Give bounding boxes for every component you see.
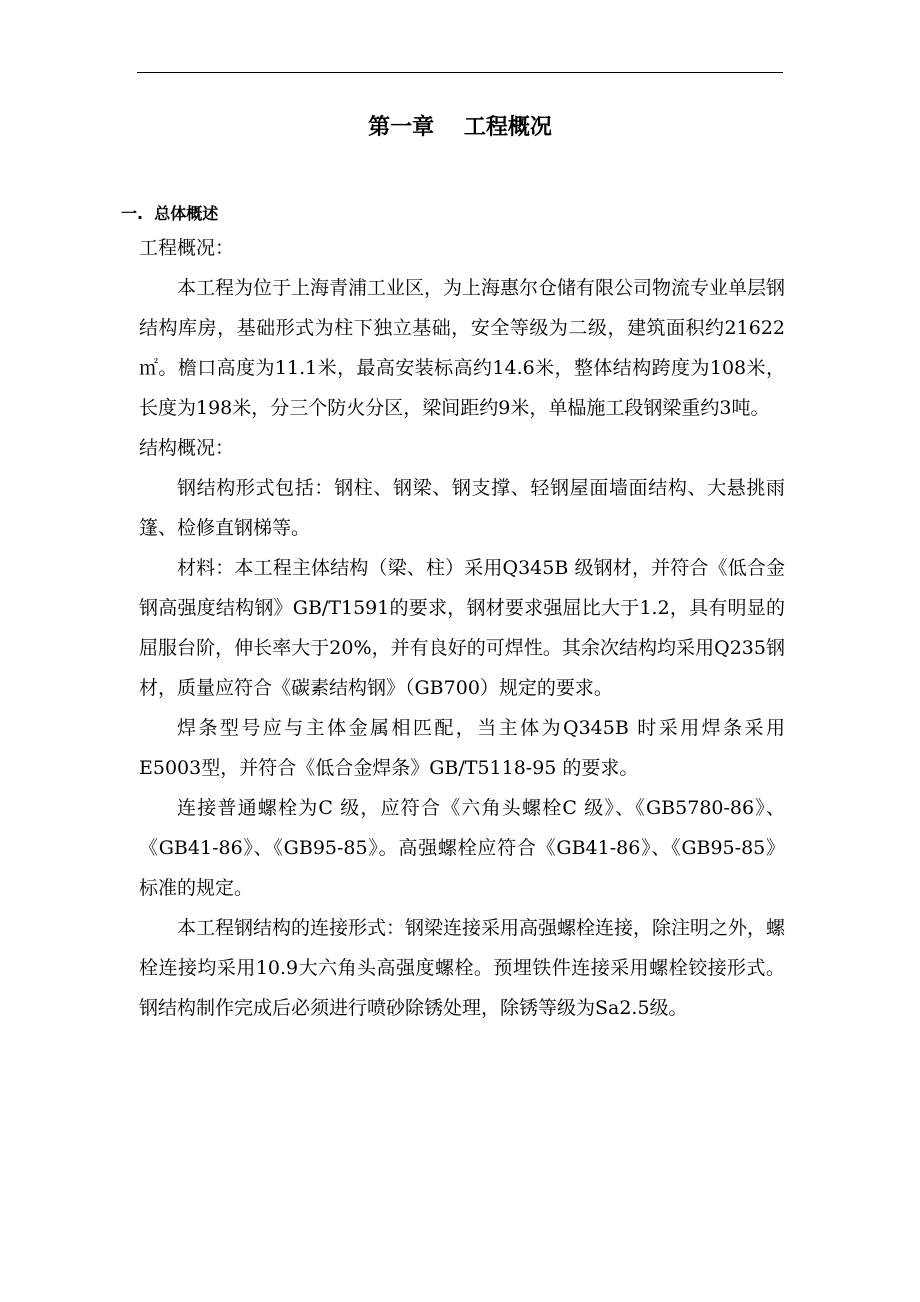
project-overview-paragraph: 本工程为位于上海青浦工业区，为上海惠尔仓储有限公司物流专业单层钢结构库房，基础形式为柱下独立基础，安全等级为二级，建筑面积约21622㎡。檐口高度为11.1米，最高安装标高约14.6米，整体结构跨度为108米，长度为198米，分三个防火分区，梁间距约9米，单榀施工段钢梁重约3吨。 <box>139 277 786 419</box>
bolts-paragraph: 连接普通螺栓为C 级，应符合《六角头螺栓C 级》、《GB5780-86》、《GB41-86》、《GB95-85》。高强螺栓应符合《GB41-86》、《GB95-85》标准的规定。 <box>139 797 785 899</box>
header-rule <box>137 72 783 73</box>
materials-paragraph: 材料：本工程主体结构（梁、柱）采用Q345B 级钢材，并符合《低合金钢高强度结构钢》GB/T1591的要求，钢材要求强屈比大于1.2，具有明显的屈服台阶，伸长率大于20%，并有良好的可焊性。其余次结构均采用Q235钢材，质量应符合《碳素结构钢》（GB700）规定的要求。 <box>139 557 785 699</box>
chapter-title: 第一章 工程概况 <box>368 115 552 140</box>
section-heading: 一. 总体概述 <box>121 204 219 223</box>
project-overview-label: 工程概况： <box>139 237 235 259</box>
body-text <box>139 228 785 1028</box>
connection-paragraph: 本工程钢结构的连接形式：钢梁连接采用高强螺栓连接，除注明之外，螺栓连接均采用10.9大六角头高强度螺栓。预埋铁件连接采用螺栓铰接形式。钢结构制作完成后必须进行喷砂除锈处理，除锈等级为Sa2.5级。 <box>139 917 786 1019</box>
structure-forms-paragraph: 钢结构形式包括：钢柱、钢梁、钢支撑、轻钢屋面墙面结构、大悬挑雨篷、检修直钢梯等。 <box>139 477 785 539</box>
structure-overview-label: 结构概况： <box>139 437 235 459</box>
welding-paragraph: 焊条型号应与主体金属相匹配，当主体为Q345B 时采用焊条采用E5003型，并符合《低合金焊条》GB/T5118-95 的要求。 <box>139 717 785 779</box>
